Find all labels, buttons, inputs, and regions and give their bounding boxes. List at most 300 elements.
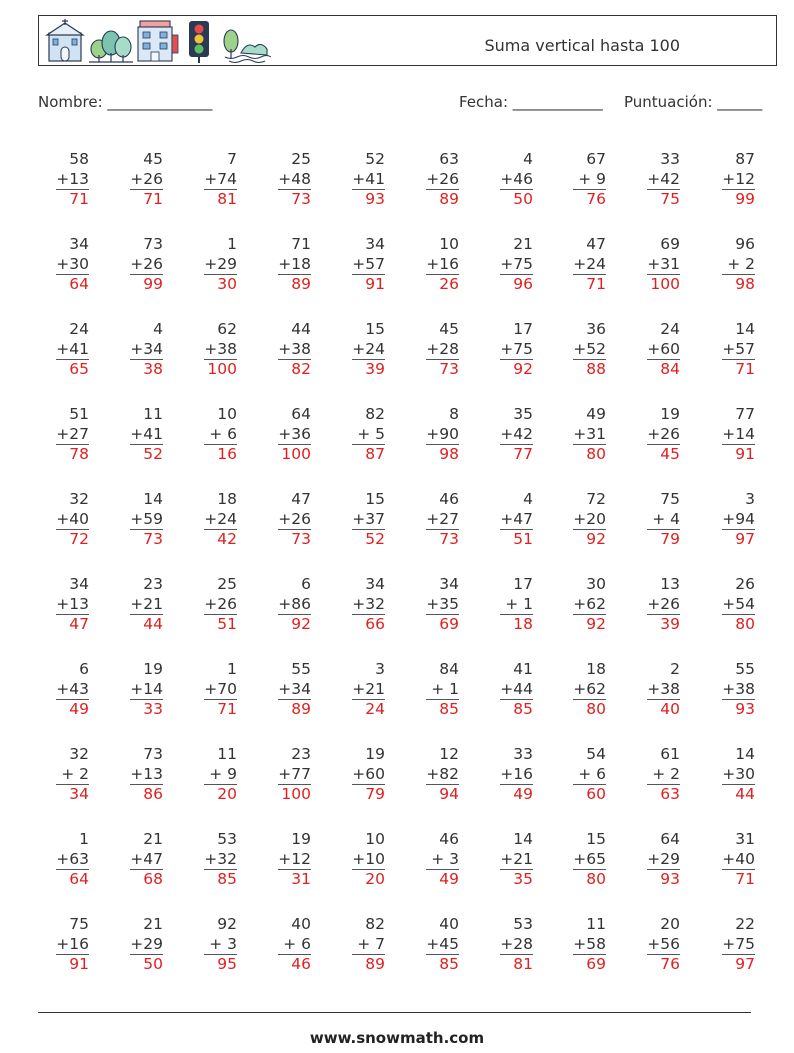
addition-problem (493, 490, 533, 550)
addend-top: 21 (143, 915, 163, 933)
answer: 92 (573, 529, 606, 550)
addend-bottom: +60 (352, 764, 385, 783)
addend-top: 67 (586, 150, 606, 168)
addend-top: 55 (291, 660, 311, 678)
addend-bottom: +74 (204, 169, 237, 188)
addition-problem (715, 235, 755, 295)
answer: 92 (278, 614, 311, 635)
answer: 44 (722, 784, 755, 805)
addend-bottom: +70 (204, 679, 237, 698)
addend-bottom: +16 (500, 764, 533, 783)
answer: 71 (722, 869, 755, 890)
addition-problem (566, 320, 606, 380)
answer: 72 (56, 529, 89, 550)
addend-top: 71 (291, 235, 311, 253)
addend-bottom: +86 (278, 594, 311, 613)
answer: 80 (722, 614, 755, 635)
addition-problem (345, 830, 385, 890)
addition-problem (640, 150, 680, 210)
answer: 88 (573, 359, 606, 380)
addend-bottom: +18 (278, 254, 311, 273)
addend-top: 96 (735, 235, 755, 253)
addition-problem (197, 235, 237, 295)
addition-problem (419, 915, 459, 975)
addend-top: 4 (523, 490, 533, 508)
answer: 20 (204, 784, 237, 805)
addend-bottom: +41 (130, 424, 163, 443)
answer: 46 (278, 954, 311, 975)
addend-bottom: +12 (722, 169, 755, 188)
addend-top: 21 (143, 830, 163, 848)
addend-bottom: +21 (352, 679, 385, 698)
answer: 91 (352, 274, 385, 295)
addition-problem (493, 235, 533, 295)
addend-bottom: + 4 (652, 509, 680, 528)
addition-problem (123, 830, 163, 890)
answer: 91 (56, 954, 89, 975)
addend-top: 6 (301, 575, 311, 593)
addition-problem (271, 830, 311, 890)
addition-problem (715, 830, 755, 890)
answer: 92 (573, 614, 606, 635)
answer: 69 (573, 954, 606, 975)
answer: 93 (722, 699, 755, 720)
addend-top: 4 (153, 320, 163, 338)
addend-bottom: +38 (647, 679, 680, 698)
addend-top: 20 (660, 915, 680, 933)
date-field[interactable]: Fecha: ____________ (459, 93, 603, 111)
answer: 20 (352, 869, 385, 890)
addend-bottom: + 3 (209, 934, 237, 953)
addition-problem (345, 490, 385, 550)
answer: 73 (278, 189, 311, 210)
addend-bottom: +34 (130, 339, 163, 358)
addition-problem (566, 235, 606, 295)
answer: 71 (722, 359, 755, 380)
score-field[interactable]: Puntuación: ______ (624, 93, 763, 111)
addend-top: 63 (439, 150, 459, 168)
addend-top: 14 (735, 745, 755, 763)
addition-problem (345, 150, 385, 210)
answer: 73 (278, 529, 311, 550)
addend-bottom: +38 (278, 339, 311, 358)
addend-bottom: + 2 (652, 764, 680, 783)
addend-bottom: +20 (573, 509, 606, 528)
addend-top: 2 (670, 660, 680, 678)
addition-problem (123, 405, 163, 465)
answer: 50 (130, 954, 163, 975)
addend-top: 33 (513, 745, 533, 763)
addend-top: 7 (227, 150, 237, 168)
addend-top: 49 (586, 405, 606, 423)
answer: 100 (278, 784, 311, 805)
answer: 85 (426, 954, 459, 975)
addition-problem (640, 235, 680, 295)
addition-problem (345, 575, 385, 635)
addition-problem (123, 915, 163, 975)
addition-problem (640, 745, 680, 805)
addend-top: 19 (291, 830, 311, 848)
addition-problem (197, 915, 237, 975)
addend-bottom: +40 (722, 849, 755, 868)
answer: 51 (500, 529, 533, 550)
addend-top: 69 (660, 235, 680, 253)
addend-top: 47 (586, 235, 606, 253)
addend-bottom: +41 (352, 169, 385, 188)
addend-bottom: +29 (204, 254, 237, 273)
addend-bottom: +57 (722, 339, 755, 358)
addend-top: 10 (439, 235, 459, 253)
answer: 71 (130, 189, 163, 210)
addend-bottom: +35 (426, 594, 459, 613)
addend-top: 18 (217, 490, 237, 508)
addend-top: 21 (513, 235, 533, 253)
addition-problem (419, 150, 459, 210)
addend-top: 46 (439, 490, 459, 508)
addend-top: 23 (291, 745, 311, 763)
addend-top: 15 (365, 320, 385, 338)
addend-bottom: +77 (278, 764, 311, 783)
addend-top: 14 (735, 320, 755, 338)
addition-problem (123, 490, 163, 550)
addend-bottom: +58 (573, 934, 606, 953)
answer: 68 (130, 869, 163, 890)
answer: 60 (573, 784, 606, 805)
addition-problem (271, 405, 311, 465)
addend-top: 3 (745, 490, 755, 508)
addend-bottom: +46 (500, 169, 533, 188)
addend-top: 17 (513, 320, 533, 338)
addend-bottom: +40 (56, 509, 89, 528)
addition-problem (49, 490, 89, 550)
addend-bottom: +13 (56, 169, 89, 188)
addend-top: 41 (513, 660, 533, 678)
addend-bottom: +16 (426, 254, 459, 273)
addition-problem (566, 575, 606, 635)
addend-top: 22 (735, 915, 755, 933)
addition-problem (419, 575, 459, 635)
addition-problem (271, 320, 311, 380)
addition-problem (566, 745, 606, 805)
addend-bottom: +75 (500, 254, 533, 273)
answer: 85 (204, 869, 237, 890)
answer: 77 (500, 444, 533, 465)
addend-bottom: +21 (130, 594, 163, 613)
addition-problem (271, 150, 311, 210)
addend-top: 11 (586, 915, 606, 933)
answer: 100 (647, 274, 680, 295)
addend-top: 34 (69, 235, 89, 253)
addition-problem (493, 405, 533, 465)
addend-bottom: +32 (204, 849, 237, 868)
answer: 89 (352, 954, 385, 975)
answer: 80 (573, 869, 606, 890)
addend-bottom: +34 (278, 679, 311, 698)
answer: 52 (130, 444, 163, 465)
addition-problem (640, 575, 680, 635)
answer: 94 (426, 784, 459, 805)
answer: 73 (130, 529, 163, 550)
addend-top: 15 (365, 490, 385, 508)
addend-top: 18 (586, 660, 606, 678)
addend-bottom: + 2 (61, 764, 89, 783)
addition-problem (566, 405, 606, 465)
addition-problem (715, 405, 755, 465)
header-illustrations (43, 19, 271, 63)
addend-bottom: +30 (722, 764, 755, 783)
addend-top: 19 (660, 405, 680, 423)
addend-top: 8 (449, 405, 459, 423)
addend-bottom: +38 (204, 339, 237, 358)
addition-problem (640, 915, 680, 975)
answer: 76 (573, 189, 606, 210)
answer: 98 (426, 444, 459, 465)
addend-top: 14 (513, 830, 533, 848)
answer: 66 (352, 614, 385, 635)
answer: 39 (647, 614, 680, 635)
addend-bottom: +43 (56, 679, 89, 698)
addend-top: 31 (735, 830, 755, 848)
addend-bottom: + 9 (578, 169, 606, 188)
addend-bottom: +14 (130, 679, 163, 698)
addition-problem (271, 575, 311, 635)
addend-top: 52 (365, 150, 385, 168)
addition-problem (49, 915, 89, 975)
addend-top: 34 (365, 235, 385, 253)
answer: 65 (56, 359, 89, 380)
answer: 81 (500, 954, 533, 975)
addition-problem (419, 320, 459, 380)
footer-url[interactable]: www.snowmath.com (309, 1029, 485, 1047)
addend-top: 15 (586, 830, 606, 848)
addition-problem (566, 915, 606, 975)
answer: 51 (204, 614, 237, 635)
addend-bottom: +45 (426, 934, 459, 953)
addition-problem (197, 490, 237, 550)
answer: 40 (647, 699, 680, 720)
addition-problem (271, 745, 311, 805)
addend-top: 55 (735, 660, 755, 678)
addend-bottom: +37 (352, 509, 385, 528)
addend-bottom: +56 (647, 934, 680, 953)
answer: 89 (278, 274, 311, 295)
answer: 91 (722, 444, 755, 465)
answer: 47 (56, 614, 89, 635)
addition-problem (640, 660, 680, 720)
addend-bottom: +21 (500, 849, 533, 868)
addend-bottom: +57 (352, 254, 385, 273)
addend-bottom: +82 (426, 764, 459, 783)
church-icon (47, 19, 83, 61)
answer: 71 (56, 189, 89, 210)
answer: 78 (56, 444, 89, 465)
addend-top: 4 (523, 150, 533, 168)
addition-problem (419, 660, 459, 720)
answer: 99 (130, 274, 163, 295)
addend-top: 11 (143, 405, 163, 423)
addition-problem (49, 320, 89, 380)
addition-problem (640, 490, 680, 550)
addend-bottom: +29 (647, 849, 680, 868)
addition-problem (49, 405, 89, 465)
addend-bottom: +31 (647, 254, 680, 273)
answer: 95 (204, 954, 237, 975)
addend-top: 40 (291, 915, 311, 933)
addend-bottom: +63 (56, 849, 89, 868)
addition-problem (566, 150, 606, 210)
addition-problem (271, 915, 311, 975)
addition-problem (640, 405, 680, 465)
addend-top: 61 (660, 745, 680, 763)
addend-top: 82 (365, 405, 385, 423)
addend-bottom: +38 (722, 679, 755, 698)
answer: 75 (647, 189, 680, 210)
addend-bottom: +13 (56, 594, 89, 613)
answer: 85 (426, 699, 459, 720)
addition-problem (123, 150, 163, 210)
addition-problem (493, 830, 533, 890)
addition-problem (493, 660, 533, 720)
answer: 85 (500, 699, 533, 720)
answer: 64 (56, 274, 89, 295)
addend-bottom: +26 (130, 254, 163, 273)
addition-problem (566, 660, 606, 720)
addend-top: 73 (143, 235, 163, 253)
addend-top: 92 (217, 915, 237, 933)
addend-bottom: +30 (56, 254, 89, 273)
answer: 99 (722, 189, 755, 210)
addition-problem (493, 745, 533, 805)
addend-bottom: +26 (278, 509, 311, 528)
answer: 30 (204, 274, 237, 295)
addend-top: 35 (513, 405, 533, 423)
addend-bottom: +27 (426, 509, 459, 528)
addend-bottom: +54 (722, 594, 755, 613)
addend-bottom: +13 (130, 764, 163, 783)
addend-top: 25 (291, 150, 311, 168)
addition-problem (49, 150, 89, 210)
answer: 93 (647, 869, 680, 890)
trees-icon (89, 31, 133, 62)
answer: 18 (500, 614, 533, 635)
addend-top: 3 (375, 660, 385, 678)
answer: 86 (130, 784, 163, 805)
answer: 63 (647, 784, 680, 805)
addend-top: 51 (69, 405, 89, 423)
addition-problem (49, 660, 89, 720)
addend-bottom: +90 (426, 424, 459, 443)
addition-problem (49, 235, 89, 295)
addition-problem (715, 915, 755, 975)
addition-problem (123, 575, 163, 635)
addend-bottom: +26 (647, 424, 680, 443)
addition-problem (123, 745, 163, 805)
addition-problem (493, 320, 533, 380)
addition-problem (197, 745, 237, 805)
answer: 79 (352, 784, 385, 805)
answer: 100 (204, 359, 237, 380)
addend-bottom: +44 (500, 679, 533, 698)
footer-divider (38, 1012, 751, 1013)
addend-top: 75 (660, 490, 680, 508)
addend-bottom: +10 (352, 849, 385, 868)
addend-bottom: + 5 (357, 424, 385, 443)
addend-top: 34 (439, 575, 459, 593)
addend-bottom: +26 (204, 594, 237, 613)
addend-top: 82 (365, 915, 385, 933)
addend-top: 45 (143, 150, 163, 168)
addend-top: 64 (291, 405, 311, 423)
addend-bottom: +59 (130, 509, 163, 528)
answer: 42 (204, 529, 237, 550)
addition-problem (197, 830, 237, 890)
answer: 24 (352, 699, 385, 720)
addend-top: 19 (365, 745, 385, 763)
addition-problem (640, 830, 680, 890)
addition-problem (419, 235, 459, 295)
addend-bottom: +32 (352, 594, 385, 613)
name-field[interactable]: Nombre: ______________ (38, 93, 213, 111)
addend-bottom: +12 (278, 849, 311, 868)
answer: 96 (500, 274, 533, 295)
addend-bottom: +75 (722, 934, 755, 953)
addend-top: 40 (439, 915, 459, 933)
addend-top: 25 (217, 575, 237, 593)
addend-top: 12 (439, 745, 459, 763)
addend-bottom: +26 (130, 169, 163, 188)
addend-top: 64 (660, 830, 680, 848)
addition-problem (345, 235, 385, 295)
addend-top: 34 (69, 575, 89, 593)
addend-top: 72 (586, 490, 606, 508)
addend-bottom: +28 (500, 934, 533, 953)
addend-top: 84 (439, 660, 459, 678)
answer: 84 (647, 359, 680, 380)
addition-problem (419, 745, 459, 805)
park-icon (224, 30, 271, 63)
addend-bottom: + 9 (209, 764, 237, 783)
addend-top: 10 (217, 405, 237, 423)
traffic-light-icon (189, 21, 209, 63)
addend-bottom: +14 (722, 424, 755, 443)
answer: 92 (500, 359, 533, 380)
addition-problem (197, 150, 237, 210)
addend-bottom: +16 (56, 934, 89, 953)
addition-problem (419, 830, 459, 890)
addend-bottom: +24 (352, 339, 385, 358)
addend-bottom: +48 (278, 169, 311, 188)
addend-bottom: +42 (647, 169, 680, 188)
answer: 16 (204, 444, 237, 465)
addition-problem (345, 915, 385, 975)
addend-top: 17 (513, 575, 533, 593)
addition-problem (640, 320, 680, 380)
addend-top: 45 (439, 320, 459, 338)
addend-top: 23 (143, 575, 163, 593)
answer: 71 (204, 699, 237, 720)
answer: 97 (722, 954, 755, 975)
addition-problem (566, 490, 606, 550)
answer: 100 (278, 444, 311, 465)
addition-problem (49, 745, 89, 805)
addition-problem (197, 320, 237, 380)
answer: 98 (722, 274, 755, 295)
answer: 35 (500, 869, 533, 890)
addend-top: 19 (143, 660, 163, 678)
addend-bottom: + 3 (431, 849, 459, 868)
addend-top: 77 (735, 405, 755, 423)
answer: 49 (56, 699, 89, 720)
